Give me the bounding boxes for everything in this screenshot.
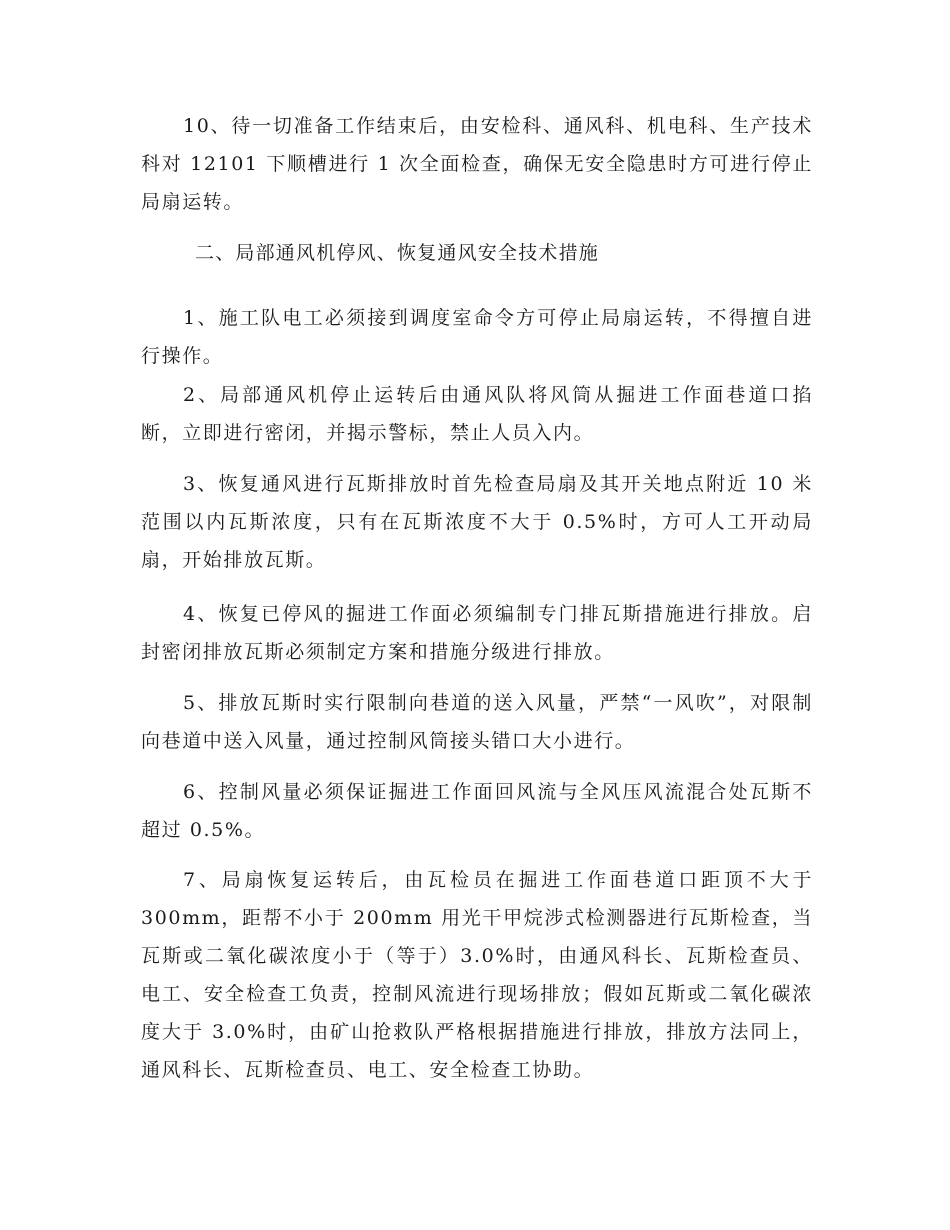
paragraph-item-1: 1、施工队电工必须接到调度室命令方可停止局扇运转，不得擅自进行操作。 [141,307,813,367]
paragraph-item-6: 6、控制风量必须保证掘进工作面回风流与全风压风流混合处瓦斯不超过 0.5%。 [141,781,813,841]
paragraph-item-10: 10、待一切准备工作结束后，由安检科、通风科、机电科、生产技术科对 12101 下顺槽进行 1 次全面检查，确保无安全隐患时方可进行停止局扇运转。 [141,115,813,213]
section-heading: 二、局部通风机停风、恢复通风安全技术措施 [195,242,600,264]
paragraph-item-2: 2、局部通风机停止运转后由通风队将风筒从掘进工作面巷道口掐断，立即进行密闭，并揭示警标，禁止人员入内。 [141,384,813,444]
paragraph-item-7: 7、局扇恢复运转后，由瓦检员在掘进工作面巷道口距顶不大于300mm，距帮不小于 200mm 用光干甲烷涉式检测器进行瓦斯检查，当瓦斯或二氧化碳浓度小于（等于）3.0%时，由通风科长、瓦斯检查员、电工、安全检查工负责，控制风流进行现场排放；假如瓦斯或二氧化碳浓度大于 3.0%时，由矿山抢救队严格根据措施进行排放，排放方法同上，通风科长、瓦斯检查员、电工、安全检查工协助。 [141,869,813,1081]
paragraph-item-4: 4、恢复已停风的掘进工作面必须编制专门排瓦斯措施进行排放。启封密闭排放瓦斯必须制定方案和措施分级进行排放。 [141,603,813,663]
paragraph-item-3: 3、恢复通风进行瓦斯排放时首先检查局扇及其开关地点附近 10 米范围以内瓦斯浓度，只有在瓦斯浓度不大于 0.5%时，方可人工开动局扇，开始排放瓦斯。 [141,473,813,571]
paragraph-item-5: 5、排放瓦斯时实行限制向巷道的送入风量，严禁“一风吹”，对限制向巷道中送入风量，通过控制风筒接头错口大小进行。 [141,692,813,752]
